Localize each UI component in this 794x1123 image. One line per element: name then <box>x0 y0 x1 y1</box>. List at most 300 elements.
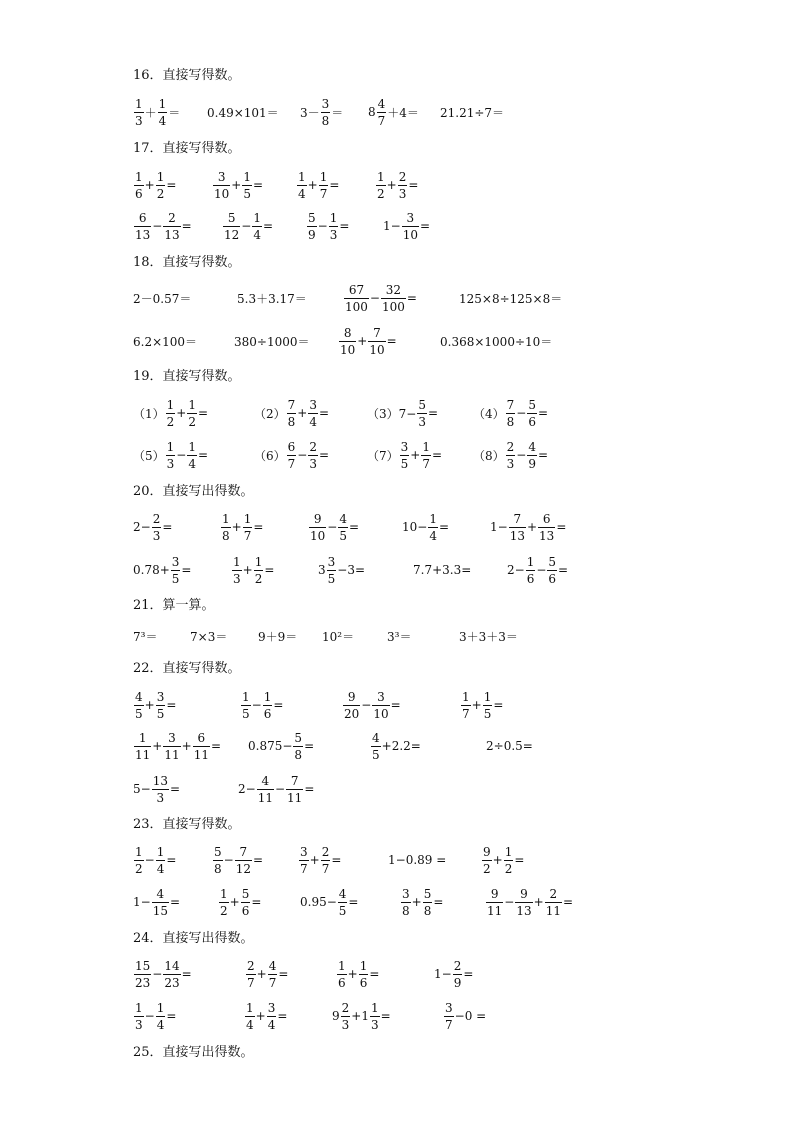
expression-text: + <box>307 178 318 192</box>
fraction-bar <box>338 527 348 528</box>
fraction-bar <box>267 1016 277 1017</box>
fraction-numerator: 1 <box>220 886 228 901</box>
fraction <box>319 170 329 201</box>
math-expression <box>258 616 297 656</box>
fraction-numerator: 1 <box>338 958 346 973</box>
fraction-bar <box>423 902 433 903</box>
fraction-bar <box>193 746 210 747</box>
fraction-numerator: 4 <box>528 439 536 454</box>
fraction-denominator: 10 <box>373 706 389 721</box>
math-expression <box>322 616 354 656</box>
fraction-denominator: 4 <box>158 113 167 128</box>
fraction-denominator: 10 <box>310 528 326 543</box>
fraction <box>221 512 231 543</box>
fraction-numerator: 2 <box>398 169 407 184</box>
fraction-bar <box>402 226 419 227</box>
math-expression <box>490 507 566 547</box>
expression-text: 1− <box>434 967 452 981</box>
math-expression <box>133 882 180 922</box>
fraction-numerator: 4 <box>372 730 380 745</box>
fraction-bar <box>187 413 197 414</box>
fraction <box>257 774 274 805</box>
fraction <box>400 440 410 471</box>
math-expression <box>222 206 273 246</box>
math-expression <box>240 685 283 725</box>
expression-text: 10²＝ <box>322 629 355 644</box>
math-expression <box>300 882 358 922</box>
problem-row <box>0 278 794 318</box>
fraction <box>134 845 144 876</box>
fraction <box>421 440 431 471</box>
math-expression <box>133 769 180 809</box>
expression-text: − <box>504 895 515 909</box>
expression-text: + <box>144 698 155 712</box>
expression-text: ＋ <box>144 105 157 120</box>
fraction-bar <box>377 112 387 113</box>
expression-text: 3 <box>318 563 326 577</box>
expression-text: − <box>176 448 187 462</box>
fraction-bar <box>246 974 256 975</box>
math-expression <box>133 435 208 475</box>
expression-text: + <box>297 406 308 420</box>
fraction <box>235 845 252 876</box>
fraction-denominator: 4 <box>188 456 196 471</box>
fraction <box>163 731 180 762</box>
fraction-bar <box>321 860 331 861</box>
fraction <box>287 440 297 471</box>
fraction-bar <box>232 570 242 571</box>
math-expression <box>507 550 568 590</box>
fraction-denominator: 12 <box>224 227 240 242</box>
math-expression <box>133 278 191 318</box>
fraction-denominator: 3 <box>398 186 407 201</box>
fraction-bar <box>287 413 297 414</box>
fraction <box>483 690 493 721</box>
fraction-denominator: 8 <box>294 747 303 762</box>
fraction-numerator: 1 <box>135 844 143 859</box>
fraction-bar <box>166 413 176 414</box>
fraction-numerator: 7 <box>239 844 248 859</box>
expression-text: 7×3＝ <box>190 629 228 644</box>
problem-row <box>0 840 794 880</box>
expression-text: ＋4＝ <box>387 105 419 120</box>
fraction-bar <box>421 455 431 456</box>
fraction-denominator: 8 <box>423 903 432 918</box>
fraction-denominator: 2 <box>220 903 228 918</box>
fraction <box>309 512 326 543</box>
fraction-denominator: 10 <box>369 342 385 357</box>
fraction-numerator: 67 <box>348 282 365 297</box>
fraction-numerator: 1 <box>526 554 535 569</box>
fraction <box>213 845 223 876</box>
fraction-denominator: 6 <box>548 571 557 586</box>
fraction-numerator: 6 <box>138 210 147 225</box>
fraction-numerator: 3 <box>168 730 176 745</box>
expression-text: − <box>152 219 163 233</box>
fraction-numerator: 3 <box>217 169 226 184</box>
expression-text: （7） <box>367 448 399 463</box>
math-expression <box>440 92 504 132</box>
expression-text: = <box>251 895 262 909</box>
fraction-numerator: 3 <box>267 1000 276 1015</box>
expression-text: = <box>318 406 330 420</box>
expression-text: = <box>181 219 192 233</box>
expression-text: = <box>304 739 315 753</box>
fraction-bar <box>527 455 537 456</box>
expression-text: = <box>419 219 431 233</box>
fraction-numerator: 1 <box>429 511 437 526</box>
fraction-bar <box>338 902 348 903</box>
fraction-denominator: 13 <box>509 528 525 543</box>
question-title: 21．算一算。 <box>133 598 215 613</box>
fraction-numerator: 1 <box>319 169 328 184</box>
expression-text: 1− <box>383 219 401 233</box>
math-expression <box>473 393 548 433</box>
math-expression <box>190 616 227 656</box>
fraction-denominator: 10 <box>402 227 418 242</box>
fraction-denominator: 5 <box>327 571 336 586</box>
fraction-bar <box>221 527 231 528</box>
expression-text: 0.78+ <box>133 563 170 577</box>
expression-text: = <box>463 967 474 981</box>
fraction-bar <box>538 527 555 528</box>
fraction-bar <box>213 185 230 186</box>
expression-text: = <box>262 219 274 233</box>
fraction-numerator: 5 <box>214 844 222 859</box>
fraction-denominator: 9 <box>528 456 536 471</box>
fraction <box>368 326 385 357</box>
fraction <box>134 690 144 721</box>
fraction-bar <box>297 185 307 186</box>
math-expression <box>133 165 176 205</box>
fraction-numerator: 15 <box>135 958 151 973</box>
expression-text: 380÷1000＝ <box>234 334 310 349</box>
expression-text: − <box>516 448 527 462</box>
problem-row <box>0 769 794 809</box>
fraction-bar <box>319 185 329 186</box>
fraction-numerator: 2 <box>152 511 161 526</box>
expression-text: + <box>411 895 422 909</box>
expression-text: + <box>255 1009 266 1023</box>
fraction-denominator: 3 <box>152 528 161 543</box>
fraction-numerator: 4 <box>268 958 277 973</box>
fraction <box>504 845 514 876</box>
problem-row <box>0 206 794 246</box>
fraction-bar <box>376 185 386 186</box>
fraction-denominator: 4 <box>429 528 437 543</box>
fraction-bar <box>547 570 557 571</box>
fraction <box>506 398 516 429</box>
fraction-denominator: 5 <box>171 571 180 586</box>
fraction-denominator: 11 <box>164 747 180 762</box>
math-expression <box>370 726 421 766</box>
fraction <box>243 512 253 543</box>
fraction-denominator: 3 <box>166 456 175 471</box>
fraction-bar <box>293 746 303 747</box>
math-expression <box>367 393 438 433</box>
fraction-bar <box>213 860 223 861</box>
fraction <box>338 512 348 543</box>
fraction-denominator: 4 <box>267 1017 276 1032</box>
expression-text: 3＋3＋3＝ <box>459 629 518 644</box>
math-expression <box>387 616 411 656</box>
expression-text: 7³＝ <box>133 629 158 644</box>
fraction <box>158 97 168 128</box>
math-expression <box>306 206 349 246</box>
fraction-bar <box>308 413 318 414</box>
fraction <box>423 887 433 918</box>
fraction <box>152 512 162 543</box>
fraction <box>293 731 303 762</box>
expression-text: = <box>166 178 177 192</box>
fraction-numerator: 1 <box>188 397 196 412</box>
math-expression <box>367 435 442 475</box>
fraction-denominator: 6 <box>528 414 536 429</box>
expression-text: +1 <box>351 1009 369 1023</box>
math-expression <box>318 550 365 590</box>
fraction-denominator: 3 <box>418 414 426 429</box>
expression-text: 0.368×1000÷10＝ <box>440 334 553 349</box>
fraction-numerator: 3 <box>156 689 165 704</box>
fraction-numerator: 7 <box>287 397 296 412</box>
fraction-bar <box>359 974 369 975</box>
fraction-bar <box>370 1016 380 1017</box>
math-expression <box>402 507 449 547</box>
math-expression <box>443 996 486 1036</box>
fraction-numerator: 3 <box>402 886 410 901</box>
fraction-numerator: 1 <box>233 554 241 569</box>
math-expression <box>298 840 341 880</box>
expression-text: 5− <box>133 782 151 796</box>
expression-text: = <box>431 448 443 462</box>
question-title: 20．直接写出得数。 <box>133 484 254 499</box>
math-expression <box>133 616 157 656</box>
fraction-bar <box>344 298 369 299</box>
fraction-denominator: 4 <box>253 227 261 242</box>
expression-text: = <box>562 895 574 909</box>
fraction <box>134 211 151 242</box>
fraction-numerator: 1 <box>242 689 250 704</box>
math-expression <box>338 321 397 361</box>
fraction-denominator: 2 <box>156 186 165 201</box>
fraction-numerator: 4 <box>377 96 386 111</box>
fraction-numerator: 3 <box>377 689 385 704</box>
fraction <box>370 1001 380 1032</box>
expression-text: + <box>144 178 155 192</box>
math-expression <box>133 92 180 132</box>
fraction-denominator: 8 <box>222 528 230 543</box>
fraction-bar <box>337 974 347 975</box>
fraction <box>232 555 242 586</box>
expression-text: − <box>317 219 328 233</box>
fraction-bar <box>257 789 274 790</box>
fraction-denominator: 3 <box>506 456 515 471</box>
fraction-numerator: 2 <box>506 439 515 454</box>
fraction <box>219 887 229 918</box>
math-expression <box>231 550 274 590</box>
expression-text: −3= <box>337 563 366 577</box>
fraction-denominator: 5 <box>243 186 251 201</box>
fraction-numerator: 1 <box>156 1000 165 1015</box>
fraction <box>134 97 144 128</box>
fraction-numerator: 1 <box>462 689 470 704</box>
fraction-denominator: 8 <box>402 903 410 918</box>
math-expression <box>388 840 446 880</box>
fraction-bar <box>444 1016 454 1017</box>
question-title: 16．直接写得数。 <box>133 68 241 83</box>
fraction-numerator: 1 <box>135 96 143 111</box>
fraction <box>241 887 251 918</box>
fraction-denominator: 13 <box>539 528 555 543</box>
expression-text: 8 <box>368 105 376 119</box>
fraction-numerator: 3 <box>400 439 409 454</box>
fraction-bar <box>486 902 503 903</box>
fraction-denominator: 6 <box>241 903 250 918</box>
fraction-numerator: 5 <box>308 210 316 225</box>
expression-text: = <box>210 739 222 753</box>
expression-text: = <box>162 520 173 534</box>
math-expression <box>244 996 287 1036</box>
expression-text: （2） <box>254 406 286 421</box>
expression-text: = <box>537 448 549 462</box>
fraction-numerator: 5 <box>548 554 557 569</box>
fraction-numerator: 1 <box>483 689 492 704</box>
expression-text: = <box>278 967 289 981</box>
expression-text: + <box>471 698 482 712</box>
expression-text: + <box>229 895 240 909</box>
fraction-denominator: 13 <box>164 227 180 242</box>
fraction <box>308 440 318 471</box>
fraction <box>156 1001 166 1032</box>
fraction-bar <box>371 746 381 747</box>
expression-text: 2÷0.5= <box>486 739 533 753</box>
fraction-bar <box>152 902 169 903</box>
expression-text: 2− <box>133 520 151 534</box>
fraction <box>163 211 180 242</box>
fraction-denominator: 2 <box>188 414 196 429</box>
fraction-denominator: 3 <box>135 1017 143 1032</box>
fraction-denominator: 3 <box>329 227 338 242</box>
expression-text: + <box>492 853 503 867</box>
fraction-denominator: 7 <box>300 861 308 876</box>
fraction-bar <box>263 705 273 706</box>
math-expression <box>343 278 417 318</box>
fraction-denominator: 13 <box>135 227 151 242</box>
fraction-denominator: 7 <box>319 186 328 201</box>
math-expression <box>440 321 552 361</box>
fraction-bar <box>482 860 492 861</box>
fraction-bar <box>307 226 317 227</box>
fraction-bar <box>506 413 516 414</box>
fraction-bar <box>329 226 339 227</box>
fraction-bar <box>187 455 197 456</box>
math-expression <box>220 507 263 547</box>
fraction-numerator: 2 <box>309 439 317 454</box>
problem-row <box>0 550 794 590</box>
fraction-bar <box>235 860 252 861</box>
fraction-numerator: 2 <box>549 886 558 901</box>
fraction-denominator: 100 <box>345 299 368 314</box>
fraction <box>321 845 331 876</box>
fraction-denominator: 6 <box>526 571 535 586</box>
fraction <box>267 1001 277 1032</box>
expression-text: − <box>144 853 155 867</box>
fraction-numerator: 4 <box>135 689 143 704</box>
fraction-denominator: 23 <box>135 975 151 990</box>
fraction-bar <box>343 705 360 706</box>
expression-text: 5.3＋3.17＝ <box>237 291 307 306</box>
expression-text: （1） <box>133 406 165 421</box>
fraction-bar <box>156 185 166 186</box>
fraction <box>327 555 337 586</box>
fraction-denominator: 7 <box>422 456 430 471</box>
expression-text: + <box>181 739 192 753</box>
expression-text: = <box>348 895 359 909</box>
fraction-numerator: 4 <box>156 886 165 901</box>
fraction-numerator: 9 <box>347 689 356 704</box>
math-expression <box>212 840 263 880</box>
fraction <box>308 398 318 429</box>
expression-text: 2－0.57＝ <box>133 291 192 306</box>
expression-text: = <box>264 563 275 577</box>
fraction-numerator: 7 <box>290 773 299 788</box>
fraction-denominator: 4 <box>156 861 165 876</box>
math-expression <box>254 435 329 475</box>
fraction-denominator: 6 <box>338 975 346 990</box>
fraction-numerator: 9 <box>490 886 499 901</box>
fraction-bar <box>134 1016 144 1017</box>
fraction-bar <box>372 705 389 706</box>
expression-text: = <box>166 698 177 712</box>
fraction-denominator: 11 <box>193 747 209 762</box>
math-expression <box>133 321 197 361</box>
math-expression <box>460 685 503 725</box>
fraction-bar <box>339 341 356 342</box>
question-title: 18．直接写得数。 <box>133 255 241 270</box>
expression-text: + <box>309 853 320 867</box>
fraction-bar <box>243 527 253 528</box>
math-expression <box>133 954 192 994</box>
math-expression <box>133 685 176 725</box>
expression-text: = <box>169 895 181 909</box>
math-expression <box>212 165 263 205</box>
fraction-numerator: 3 <box>445 1000 453 1015</box>
fraction <box>187 440 197 471</box>
fraction-numerator: 6 <box>542 511 551 526</box>
fraction-denominator: 5 <box>400 456 409 471</box>
fraction-numerator: 1 <box>243 511 252 526</box>
fraction <box>193 731 210 762</box>
expression-text: −0 = <box>454 1009 487 1023</box>
problem-row <box>0 685 794 725</box>
expression-text: − <box>152 967 163 981</box>
math-expression <box>248 726 314 766</box>
math-expression <box>400 882 443 922</box>
expression-text: + <box>256 967 267 981</box>
fraction-bar <box>134 705 144 706</box>
expression-text: = <box>197 406 209 420</box>
fraction <box>545 887 562 918</box>
expression-text: = <box>514 853 525 867</box>
fraction-denominator: 10 <box>340 342 356 357</box>
math-expression <box>368 92 419 132</box>
fraction-numerator: 9 <box>520 886 528 901</box>
question-title: 24．直接写出得数。 <box>133 931 254 946</box>
fraction <box>527 440 537 471</box>
fraction-bar <box>163 974 180 975</box>
expression-text: + <box>176 406 187 420</box>
problem-row <box>0 321 794 361</box>
